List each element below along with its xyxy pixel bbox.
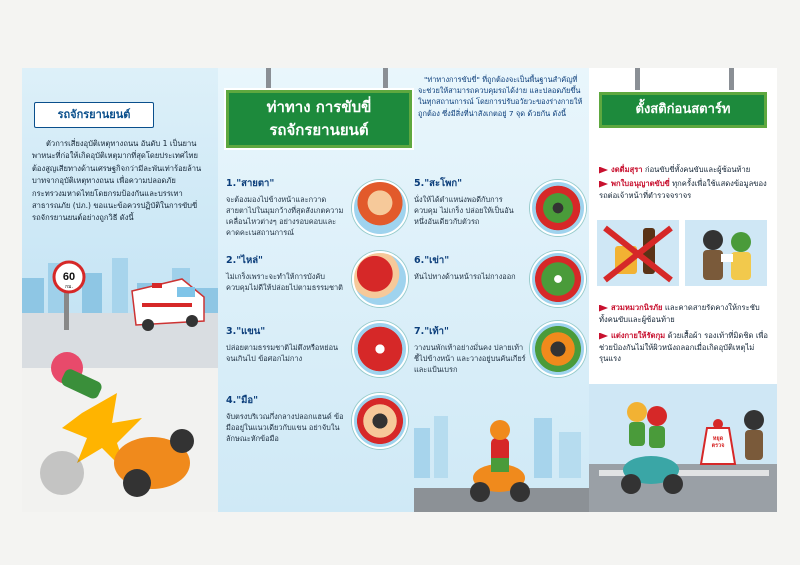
rule-text: และคาดสายรัดคางให้กระชับ ทั้งคนขับและผู้ซ้อนท้าย <box>599 303 760 324</box>
item-desc: ไม่เกร็งเพราะจะทำให้การบังคับควบคุมไม่ดีให้ปล่อยไปตามธรรมชาติ <box>226 272 343 292</box>
item-heading: 4."มือ" <box>226 395 259 406</box>
rule-text: ก่อนขับขี่ทั้งคนขับและผู้ซ้อนท้าย <box>642 165 751 174</box>
posture-item-1 <box>226 176 346 238</box>
item-desc: จับตรงบริเวณกึ่งกลางปลอกแฮนด์ ข้อมืออยู่ในแนวเดียวกับแขน อย่าจับในลักษณะหักข้อมือ <box>226 412 344 443</box>
hip-illustration <box>530 180 586 236</box>
intro-body: ตัวการเสี่ยงอุบัติเหตุทางถนน อันดับ 1 เป็นยานพาหนะที่ก่อให้เกิดอุบัติเหตุมากที่สุดโดยประเทศไทยต้องสูญเสียทางด้านเศรษฐกิจกว่ามีละพันเท่าร้อยล้านบาทจากอุบัติเหตุทางถนน เพื่อความปลอดภัย กระทรวงมหาดไทยโดยกรมป้องกันและบรรเทาสาธารณภัย (ปภ.) ขอแนะข้อควรปฏิบัติในการขับขี่รถจักรยานยนต์อย่างถูกวิธี ดังนี้ <box>32 139 202 223</box>
item-heading: 7."เท้า" <box>414 326 449 337</box>
posture-item-7 <box>414 324 526 375</box>
posture-banner-line2: รถจักรยานยนต์ <box>269 121 369 139</box>
posture-item-4 <box>226 393 346 444</box>
item-heading: 2."ไหล่" <box>226 255 263 266</box>
checkpoint-scene <box>589 384 777 512</box>
rule-bold: แต่งกายให้รัดกุม <box>611 331 666 340</box>
intro-title: รถจักรยานยนต์ <box>57 108 131 121</box>
posture-intro: "ท่าทางการขับขี่" ที่ถูกต้องจะเป็นพื้นฐานสำคัญที่จะช่วยให้สามารถควบคุมรถได้ง่าย และปลอดภัยขึ้นในทุกสถานการณ์ โดยการปรับอวัยวะของร่างกายให้ถูกต้อง ซึ่งมีสิ่งที่น่าสังเกตอยู่ 7 จุด ด้วยกัน ดังนี้ <box>418 75 583 118</box>
panel-prestart <box>589 68 777 512</box>
brochure-sheet <box>22 68 777 512</box>
item-desc: หันไปทางด้านหน้ารถไม่กางออก <box>414 272 516 281</box>
rider-scene <box>414 388 589 512</box>
crash-illustration <box>22 323 218 512</box>
speed-limit-unit: กม. <box>65 284 73 290</box>
item-desc: นั่งให้ได้ตำแหน่งพอดีกับการควบคุม ไม่เกร็ง ปล่อยให้เป็นอันหนึ่งอันเดียวกับตัวรถ <box>414 195 514 226</box>
arrow-bullet-icon <box>599 181 608 188</box>
prestart-banner-text: ตั้งสติก่อนสตาร์ท <box>635 102 731 117</box>
item-heading: 6."เข่า" <box>414 255 450 266</box>
rule-helmet <box>599 302 769 325</box>
shoulder-illustration <box>352 251 408 307</box>
posture-item-2 <box>226 253 346 293</box>
rule-bold: สวมหมวกนิรภัย <box>611 303 663 312</box>
arm-illustration <box>352 321 408 377</box>
rule-clothing <box>599 330 769 365</box>
arrow-bullet-icon <box>599 167 608 174</box>
rule-license <box>599 178 769 201</box>
prestart-banner <box>599 92 767 128</box>
license-check-illustration <box>685 220 767 286</box>
panel-posture <box>218 68 589 512</box>
hand-illustration <box>352 393 408 449</box>
rule-no-alcohol <box>599 164 769 176</box>
posture-item-5 <box>414 176 526 227</box>
speed-limit-sign <box>52 260 86 294</box>
checkpoint-sign-line1: หยุด <box>712 436 724 442</box>
rule-bold: งดดื่มสุรา <box>611 165 643 174</box>
rule-bold: พกใบอนุญาตขับขี่ <box>611 179 670 188</box>
checkpoint-sign <box>701 436 735 450</box>
item-heading: 5."สะโพก" <box>414 178 463 189</box>
no-drinking-illustration <box>597 220 679 286</box>
knee-illustration <box>530 251 586 307</box>
item-desc: จะต้องมองไปข้างหน้าและกวาดสายตาไปในมุมกว้างที่สุดสังเกตความเคลื่อนไหวต่างๆ อย่างรอบคอบและคาดคะเนสถานการณ์ <box>226 195 344 237</box>
speed-limit-value: 60 <box>62 271 76 283</box>
posture-item-6 <box>414 253 526 282</box>
item-desc: วางบนพักเท้าอย่างมั่นคง ปลายเท้าชี้ไปข้างหน้า และวางอยู่บนคันเกียร์และแป้นเบรก <box>414 343 526 374</box>
eyes-illustration <box>352 180 408 236</box>
item-heading: 3."แขน" <box>226 326 266 337</box>
posture-item-3 <box>226 324 346 364</box>
posture-banner-line1: ท่าทาง การขับขี่ <box>266 98 372 116</box>
checkpoint-sign-line2: ตรวจ <box>711 443 725 449</box>
panel-intro <box>22 68 218 512</box>
item-heading: 1."สายตา" <box>226 178 275 189</box>
rule-text: ทุกครั้งเพื่อใช้แสดงข้อมูลของรถต่อเจ้าหน้าที่ตำรวจจราจร <box>599 179 767 200</box>
arrow-bullet-icon <box>599 305 608 312</box>
rule-text: ด้วยเสื้อผ้า รองเท้าที่มิดชิด เพื่อช่วยป้องกันไม่ให้ผิวหนังถลอกเมื่อเกิดอุบัติเหตุไม่รุนแรง <box>599 331 768 364</box>
item-desc: ปล่อยตามธรรมชาติไม่ตึงหรือหย่อนจนเกินไป ข้อศอกไม่กาง <box>226 343 339 363</box>
arrow-bullet-icon <box>599 333 608 340</box>
intro-title-box <box>34 102 154 128</box>
posture-banner <box>226 90 412 148</box>
foot-illustration <box>530 321 586 377</box>
